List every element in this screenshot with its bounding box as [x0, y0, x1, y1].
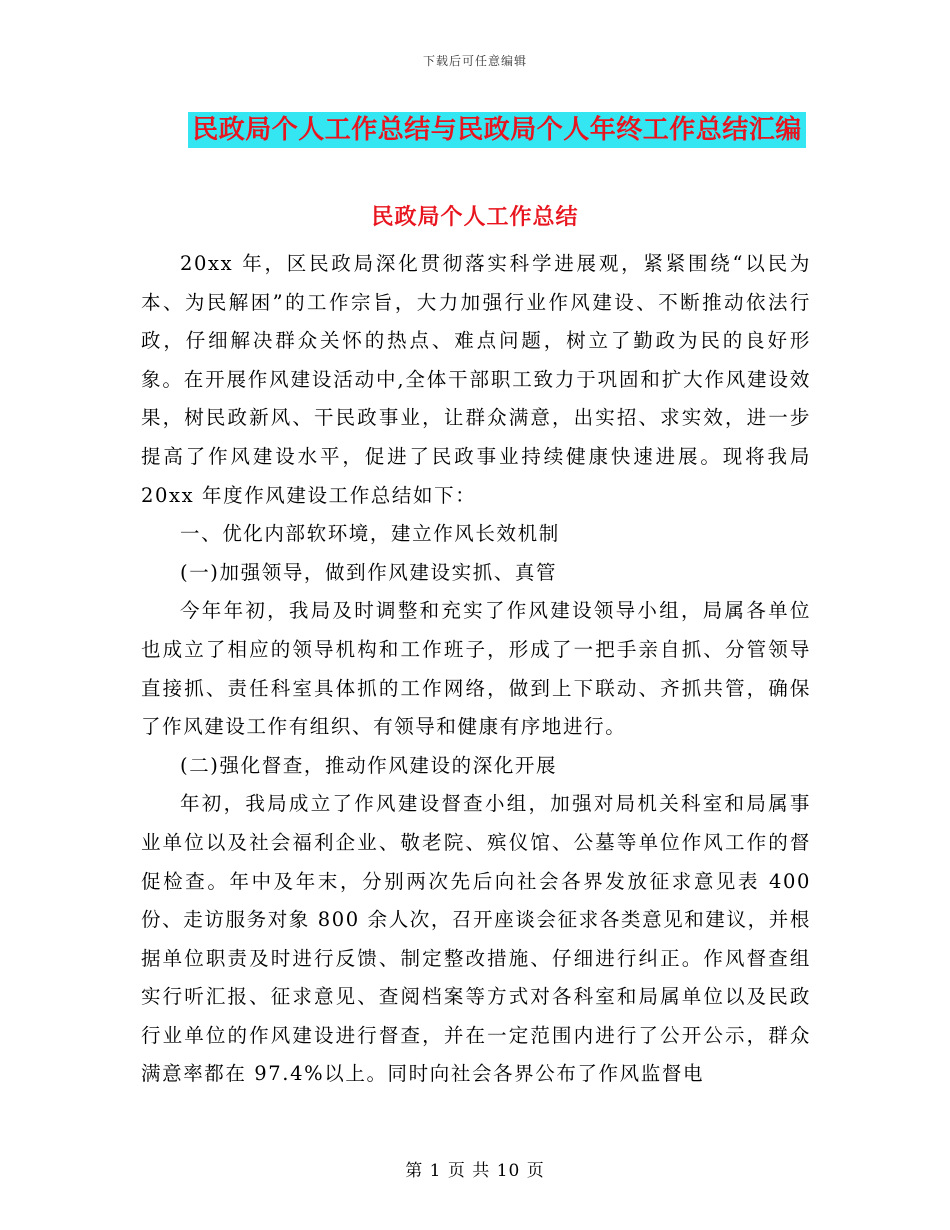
- body-paragraph: 20xx 年，区民政局深化贯彻落实科学进展观，紧紧围绕“以民为本、为民解困”的工作宗旨，大力加强行业作风建设、不断推动依法行政，仔细解决群众关怀的热点、难点问题，树立了勤政为民的良好形象。在开展作风建设活动中,全体干部职工致力于巩固和扩大作风建设效果，树民政新风、干民政事业，让群众满意，出实招、求实效，进一步提高了作风建设水平，促进了民政事业持续健康快速进展。现将我局 20xx 年度作风建设工作总结如下：: [141, 252, 811, 507]
- subsection-heading: (二)强化督查，推动作风建设的深化开展: [180, 753, 558, 777]
- document-body: [141, 245, 811, 1094]
- subsection-heading: (一)加强领导，做到作风建设实抓、真管: [180, 560, 558, 584]
- section-heading: 一、优化内部软环境，建立作风长效机制: [180, 522, 560, 546]
- document-main-title: 民政局个人工作总结与民政局个人年终工作总结汇编: [188, 112, 806, 148]
- section-title: 民政局个人工作总结: [371, 204, 579, 230]
- main-title-container: [0, 112, 950, 148]
- page-number-footer: 第 1 页 共 10 页: [405, 1161, 545, 1181]
- body-paragraph: 年初，我局成立了作风建设督查小组，加强对局机关科室和局属事业单位以及社会福利企业、敬老院、殡仪馆、公墓等单位作风工作的督促检查。年中及年末，分别两次先后向社会各界发放征求意见表 400 份、走访服务对象 800 余人次，召开座谈会征求各类意见和建议，并根据单位职责及时进行反馈、制定整改措施、仔细进行纠正。作风督查组实行听汇报、征求意见、查阅档案等方式对各科室和局属单位以及民政行业单位的作风建设进行督查，并在一定范围内进行了公开公示，群众满意率都在 97.4%以上。同时向社会各界公布了作风监督电: [141, 792, 811, 1086]
- page-header-note: 下载后可任意编辑: [422, 54, 527, 68]
- body-paragraph: 今年年初，我局及时调整和充实了作风建设领导小组，局属各单位也成立了相应的领导机构和工作班子，形成了一把手亲自抓、分管领导直接抓、责任科室具体抓的工作网络，做到上下联动、齐抓共管，确保了作风建设工作有组织、有领导和健康有序地进行。: [141, 599, 811, 739]
